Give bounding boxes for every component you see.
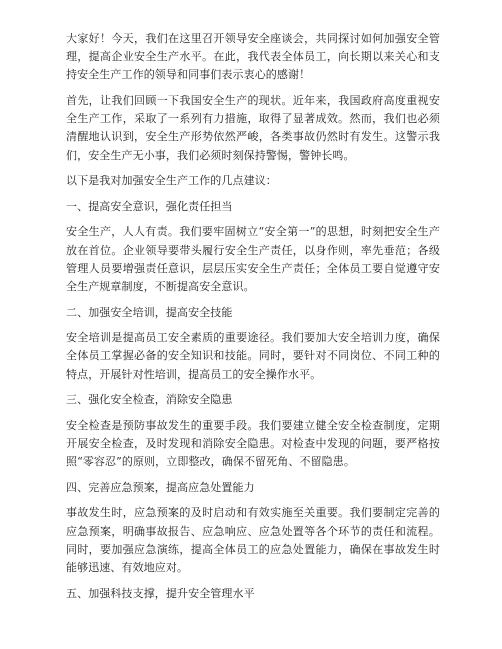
paragraph-section-4: 事故发生时，应急预案的及时启动和有效实施至关重要。我们要制定完善的应急预案，明确事故报告、应急响应、应急处置等各个环节的责任和流程。同时，要加强应急演练，提高全体员工的应急处置能力，确保在事故发生时能够迅速、有效地应对。	[66, 506, 440, 574]
section-heading-5: 五、加强科技支撑，提升安全管理水平	[66, 586, 255, 600]
paragraph-section-3: 安全检查是预防事故发生的重要手段。我们要建立健全安全检查制度，定期开展安全检查，及时发现和消除安全隐患。对检查中发现的问题，要严格按照“零容忍”的原则，立即整改，确保不留死角、不留隐患。	[66, 418, 440, 469]
section-heading-1: 一、提高安全意识，强化责任担当	[66, 199, 233, 213]
document-body	[66, 30, 440, 610]
paragraph-review: 首先，让我们回顾一下我国安全生产的现状。近年来，我国政府高度重视安全生产工作，采取了一系列有力措施，取得了显著成效。然而，我们也必须清醒地认识到，安全生产形势依然严峻，各类事故仍然时有发生。这警示我们，安全生产无小事，我们必须时刻保持警惕，警钟长鸣。	[66, 94, 440, 162]
paragraph-opening: 大家好！今天，我们在这里召开领导安全座谈会，共同探讨如何加强安全管理，提高企业安全生产水平。在此，我代表全体员工，向长期以来关心和支持安全生产工作的领导和同事们表示衷心的感谢！	[66, 32, 440, 82]
section-heading-3: 三、强化安全检查，消除安全隐患	[66, 393, 233, 407]
paragraph-section-1: 安全生产，人人有责。我们要牢固树立“安全第一”的思想，时刻把安全生产放在首位。企业领导要带头履行安全生产责任，以身作则，率先垂范；各级管理人员要增强责任意识，层层压实安全生产责任；全体员工要自觉遵守安全生产规章制度，不断提高安全意识。	[66, 225, 440, 293]
paragraph-section-2: 安全培训是提高员工安全素质的重要途径。我们要加大安全培训力度，确保全体员工掌握必备的安全知识和技能。同时，要针对不同岗位、不同工种的特点，开展针对性培训，提高员工的安全操作水平。	[66, 331, 440, 381]
section-heading-2: 二、加强安全培训，提高安全技能	[66, 305, 233, 319]
section-heading-4: 四、完善应急预案，提高应急处置能力	[66, 480, 255, 494]
paragraph-intro-suggestions: 以下是我对加强安全生产工作的几点建议：	[66, 174, 277, 188]
